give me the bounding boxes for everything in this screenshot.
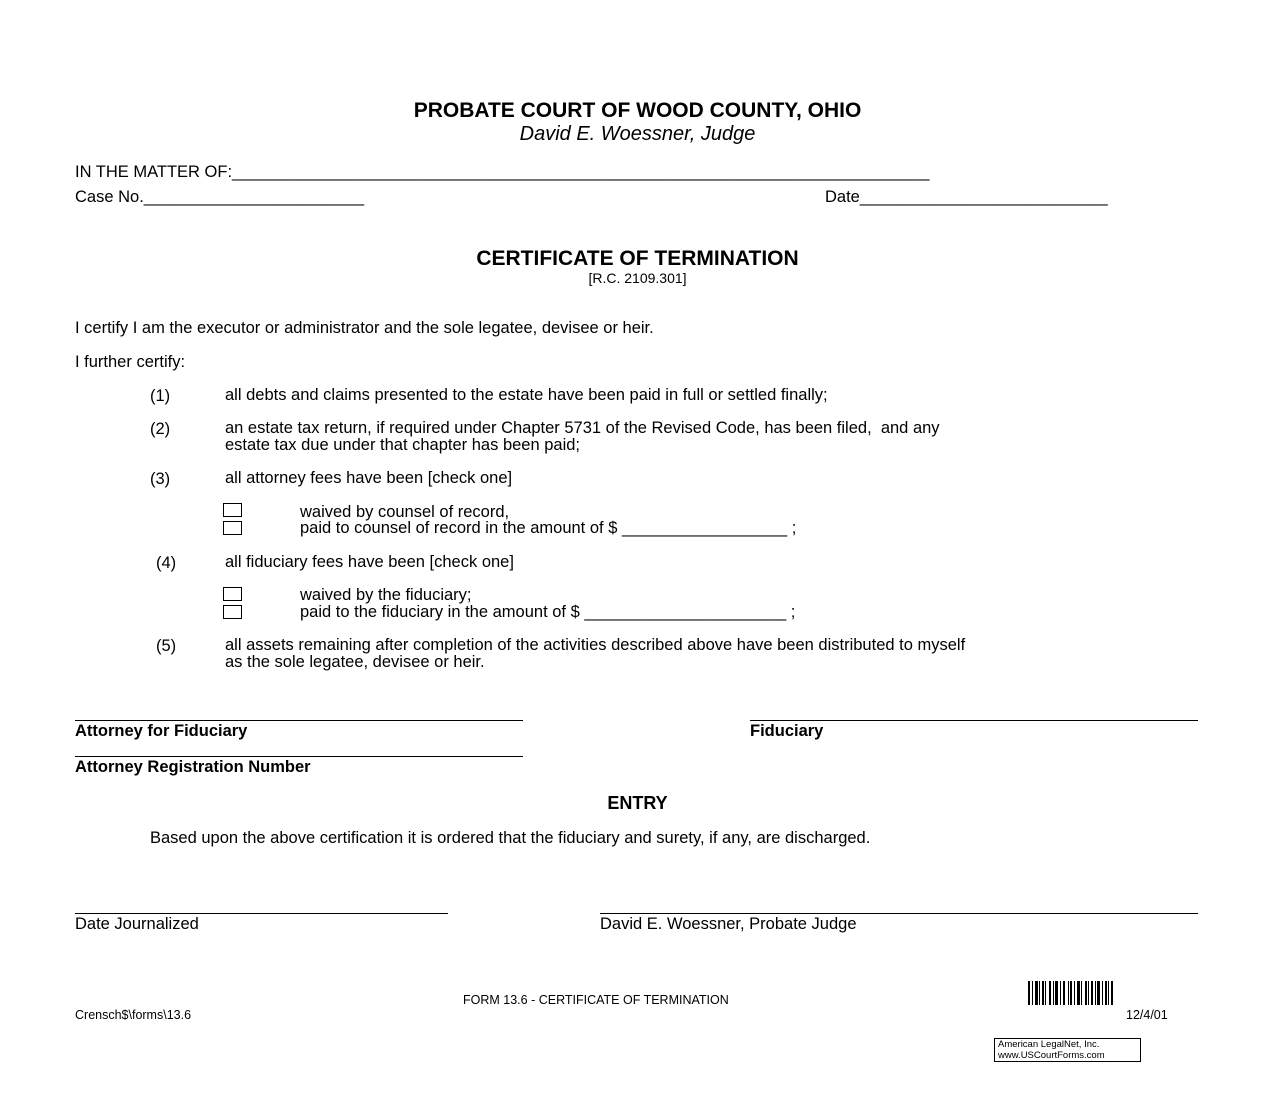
item-text: all assets remaining after completion of the activities described above have been distributed to myself — [225, 636, 966, 654]
attorney-fees-paid-checkbox[interactable] — [223, 521, 242, 535]
judge-signature-label: David E. Woessner, Probate Judge — [600, 915, 857, 933]
further-certify: I further certify: — [75, 353, 186, 371]
court-title: PROBATE COURT OF WOOD COUNTY, OHIO — [413, 99, 862, 122]
certification-intro: I certify I am the executor or administrator and the sole legatee, devisee or heir. — [75, 319, 654, 337]
attorney-signature-line[interactable] — [75, 720, 523, 721]
barcode-icon — [1028, 981, 1113, 1005]
entry-title: ENTRY — [607, 793, 668, 813]
fiduciary-fees-paid-checkbox[interactable] — [223, 605, 242, 619]
vendor-url[interactable]: www.USCourtForms.com — [998, 1049, 1105, 1061]
fiduciary-fees-waived-checkbox[interactable] — [223, 587, 242, 601]
registration-number-line[interactable] — [75, 756, 523, 757]
item-text: all fiduciary fees have been [check one] — [225, 553, 514, 571]
attorney-signature-label: Attorney for Fiduciary — [75, 722, 248, 740]
case-number-field[interactable]: Case No.________________________ — [75, 188, 365, 206]
item-text: an estate tax return, if required under Chapter 5731 of the Revised Code, has been filed, and any — [225, 419, 940, 437]
date-journalized-label: Date Journalized — [75, 915, 199, 933]
date-journalized-line[interactable] — [75, 913, 448, 914]
date-field[interactable]: Date___________________________ — [825, 188, 1108, 206]
item-number: (5) — [156, 637, 177, 655]
fiduciary-fees-waived-label: waived by the fiduciary; — [300, 586, 472, 604]
form-date: 12/4/01 — [1126, 1008, 1168, 1022]
entry-text: Based upon the above certification it is ordered that the fiduciary and surety, if any, are discharged. — [150, 829, 871, 847]
attorney-fees-waived-label: waived by counsel of record, — [300, 503, 510, 521]
item-text: all attorney fees have been [check one] — [225, 469, 513, 487]
form-footer-title: FORM 13.6 - CERTIFICATE OF TERMINATION — [463, 993, 729, 1007]
attorney-fees-paid-label[interactable]: paid to counsel of record in the amount of $ __________________ ; — [300, 519, 797, 537]
registration-number-label: Attorney Registration Number — [75, 758, 311, 776]
fiduciary-signature-line[interactable] — [750, 720, 1198, 721]
item-number: (2) — [150, 420, 171, 438]
vendor-name: American LegalNet, Inc. — [998, 1039, 1100, 1050]
item-text: as the sole legatee, devisee or heir. — [225, 653, 485, 671]
file-path: Crensch$\forms\13.6 — [75, 1008, 192, 1022]
item-text: all debts and claims presented to the estate have been paid in full or settled finally; — [225, 386, 828, 404]
attorney-fees-waived-checkbox[interactable] — [223, 503, 242, 517]
fiduciary-signature-label: Fiduciary — [750, 722, 824, 740]
fiduciary-fees-paid-label[interactable]: paid to the fiduciary in the amount of $ ______________________ ; — [300, 603, 796, 621]
vendor-stamp — [994, 1038, 1141, 1062]
item-text: estate tax due under that chapter has been paid; — [225, 436, 581, 454]
item-number: (3) — [150, 470, 171, 488]
judge-signature-line[interactable] — [600, 913, 1198, 914]
certificate-title: CERTIFICATE OF TERMINATION — [476, 247, 799, 270]
judge-subtitle: David E. Woessner, Judge — [519, 123, 756, 145]
matter-field[interactable]: IN THE MATTER OF:____________________________________________________________________________ — [75, 163, 930, 181]
item-number: (1) — [150, 387, 171, 405]
statute-reference: [R.C. 2109.301] — [588, 270, 687, 286]
item-number: (4) — [156, 554, 177, 572]
